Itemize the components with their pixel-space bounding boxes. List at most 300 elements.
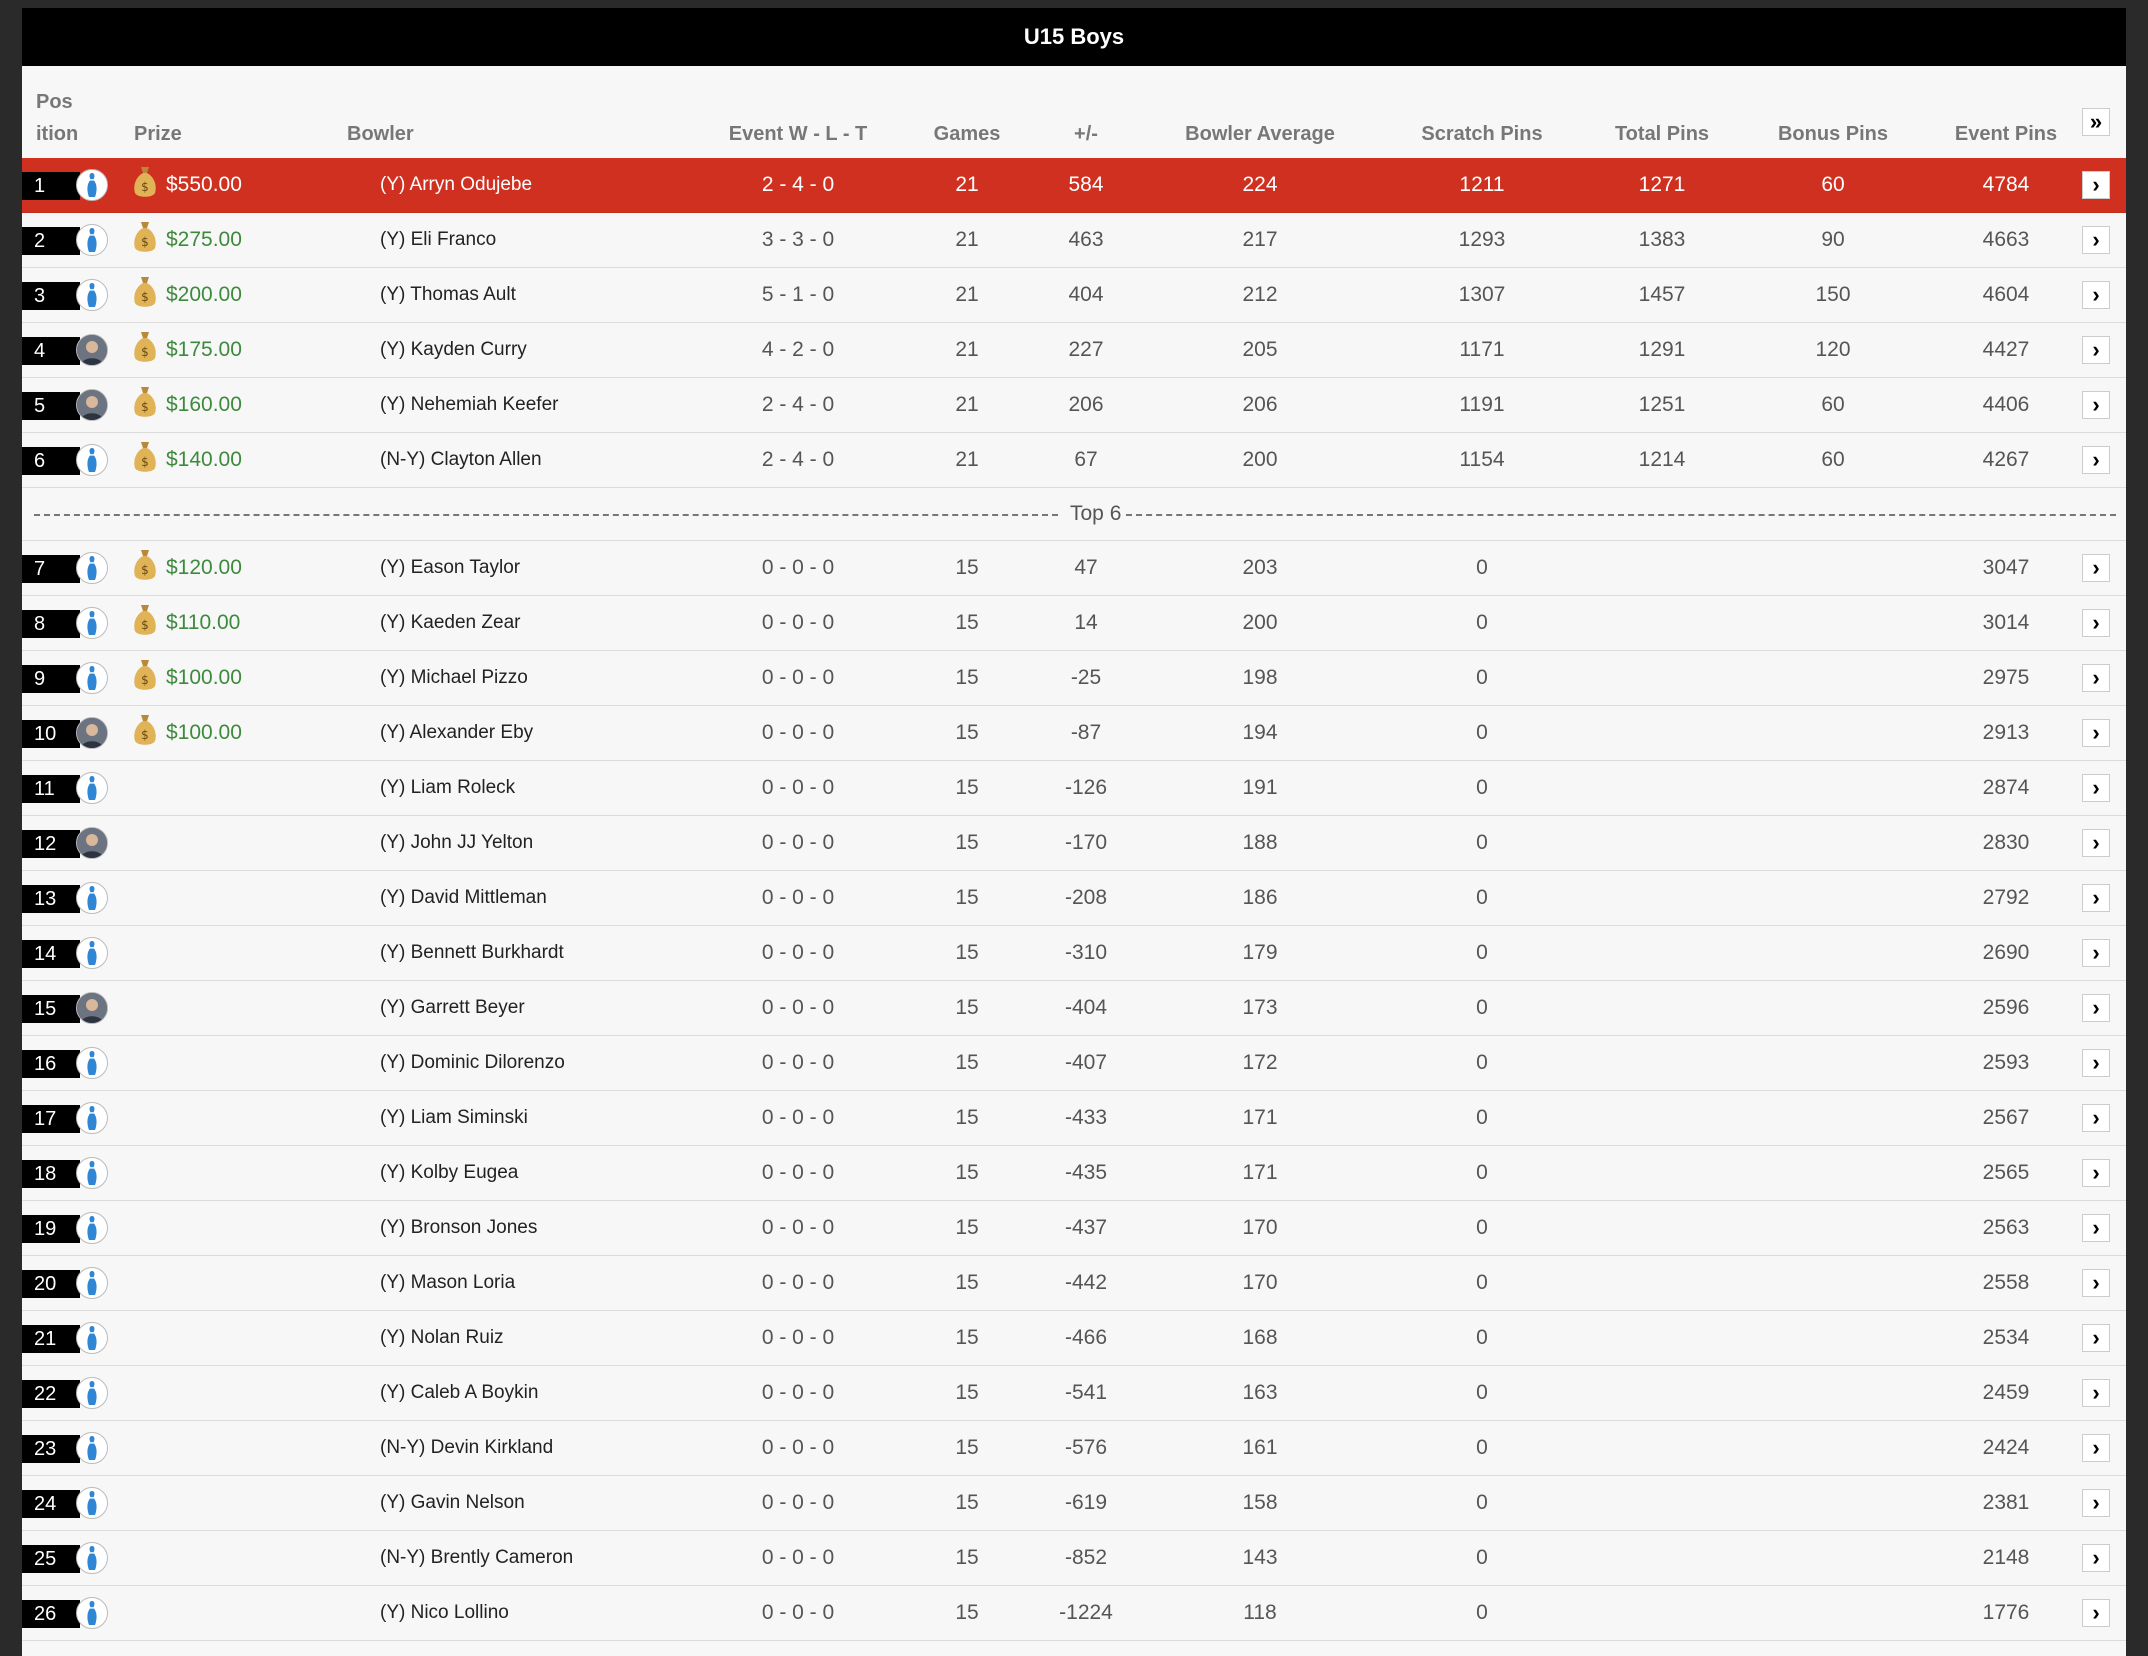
bowler-average: 203 xyxy=(1242,556,1278,579)
bowler-name[interactable]: (Y) John JJ Yelton xyxy=(380,832,534,853)
table-row[interactable] xyxy=(22,213,2126,268)
scratch-pins: 1307 xyxy=(1458,283,1506,306)
bowler-average: 143 xyxy=(1242,1546,1278,1569)
header-bonus-pins: Bonus Pins xyxy=(1777,123,1888,145)
plus-minus: -170 xyxy=(1064,831,1108,854)
event-record: 2 - 4 - 0 xyxy=(761,448,835,471)
total-pins xyxy=(1594,926,1730,980)
svg-text:$: $ xyxy=(141,563,149,577)
chevron-right-icon[interactable]: › xyxy=(2082,1434,2110,1462)
bowling-pin-icon xyxy=(76,1487,108,1519)
table-row[interactable] xyxy=(22,1586,2126,1641)
event-record: 0 - 0 - 0 xyxy=(761,1381,835,1404)
games: 15 xyxy=(955,611,979,634)
bowling-pin-icon xyxy=(76,444,108,476)
bowler-average: 173 xyxy=(1242,996,1278,1019)
event-pins: 4406 xyxy=(1982,393,2030,416)
money-bag-icon xyxy=(132,165,166,205)
total-pins: 1271 xyxy=(1638,173,1686,196)
plus-minus: -433 xyxy=(1064,1106,1108,1129)
bowler-name[interactable]: (Y) Gavin Nelson xyxy=(380,1492,525,1513)
bowler-name[interactable]: (Y) Dominic Dilorenzo xyxy=(380,1052,565,1073)
bonus-pins xyxy=(1730,1421,1936,1475)
plus-minus: -437 xyxy=(1064,1216,1108,1239)
chevron-right-icon[interactable]: › xyxy=(2082,1049,2110,1077)
bowler-name[interactable]: (Y) Mason Loria xyxy=(380,1272,516,1293)
position-badge: 2 xyxy=(22,227,80,255)
scratch-pins: 0 xyxy=(1476,996,1488,1019)
position-badge: 20 xyxy=(22,1270,80,1298)
bowling-pin-icon xyxy=(76,882,108,914)
chevron-right-icon[interactable]: › xyxy=(2082,1599,2110,1627)
table-row[interactable] xyxy=(22,1256,2126,1311)
scratch-pins: 0 xyxy=(1476,1546,1488,1569)
bonus-pins xyxy=(1730,926,1936,980)
games: 15 xyxy=(955,1491,979,1514)
bowling-pin-icon xyxy=(76,552,108,584)
plus-minus: -310 xyxy=(1064,941,1108,964)
bonus-pins: 150 xyxy=(1815,283,1851,306)
games: 21 xyxy=(955,393,979,416)
bowler-average: 171 xyxy=(1242,1161,1278,1184)
prize-cell xyxy=(132,651,242,705)
chevron-right-icon[interactable]: › xyxy=(2082,391,2110,419)
chevron-right-icon[interactable]: › xyxy=(2082,939,2110,967)
chevron-right-icon[interactable]: › xyxy=(2082,1159,2110,1187)
table-row[interactable] xyxy=(22,1476,2126,1531)
games: 15 xyxy=(955,1106,979,1129)
header-games: Games xyxy=(933,123,1001,145)
prize-amount: $110.00 xyxy=(166,611,241,634)
position-badge: 21 xyxy=(22,1325,80,1353)
bowling-pin-icon xyxy=(76,1157,108,1189)
bonus-pins: 60 xyxy=(1821,448,1845,471)
position-badge: 14 xyxy=(22,940,80,968)
event-pins: 1776 xyxy=(1982,1601,2030,1624)
event-pins: 2565 xyxy=(1982,1161,2030,1184)
bowler-name[interactable]: (Y) Bronson Jones xyxy=(380,1217,538,1238)
position-badge: 19 xyxy=(22,1215,80,1243)
event-pins: 2596 xyxy=(1982,996,2030,1019)
header-event-record: Event W - L - T xyxy=(728,123,868,145)
games: 15 xyxy=(955,1216,979,1239)
header-position: Pos ition xyxy=(36,91,79,145)
avatar xyxy=(76,717,108,749)
position-badge: 7 xyxy=(22,555,80,583)
event-record: 0 - 0 - 0 xyxy=(761,556,835,579)
header-total-pins: Total Pins xyxy=(1614,123,1710,145)
header-scratch-pins: Scratch Pins xyxy=(1421,123,1543,145)
bowler-average: 217 xyxy=(1242,228,1278,251)
prize-amount: $175.00 xyxy=(166,338,242,361)
games: 21 xyxy=(955,338,979,361)
games: 15 xyxy=(955,1326,979,1349)
prize-cell xyxy=(132,541,242,595)
position-badge: 18 xyxy=(22,1160,80,1188)
plus-minus: 227 xyxy=(1068,338,1104,361)
bowling-pin-icon xyxy=(76,169,108,201)
avatar xyxy=(76,992,108,1024)
bonus-pins xyxy=(1730,1531,1936,1585)
plus-minus: -1224 xyxy=(1059,1601,1113,1624)
event-pins: 4267 xyxy=(1982,448,2030,471)
bowling-pin-icon xyxy=(76,772,108,804)
divider-line xyxy=(34,514,1058,516)
bowler-name[interactable]: (Y) Caleb A Boykin xyxy=(380,1382,539,1403)
table-row[interactable] xyxy=(22,1146,2126,1201)
table-row[interactable] xyxy=(22,268,2126,323)
table-row[interactable] xyxy=(22,323,2126,378)
svg-text:$: $ xyxy=(141,455,149,469)
bonus-pins xyxy=(1730,981,1936,1035)
scratch-pins: 1171 xyxy=(1459,338,1505,361)
bonus-pins xyxy=(1730,1476,1936,1530)
scratch-pins: 1191 xyxy=(1459,393,1505,416)
bowler-average: 206 xyxy=(1242,393,1278,416)
table-row[interactable] xyxy=(22,1036,2126,1091)
bowler-name[interactable]: (Y) Michael Pizzo xyxy=(380,667,528,688)
position-badge: 25 xyxy=(22,1545,80,1573)
money-bag-icon xyxy=(132,385,166,425)
bonus-pins xyxy=(1730,1036,1936,1090)
event-pins: 2874 xyxy=(1982,776,2030,799)
bonus-pins: 60 xyxy=(1821,173,1845,196)
plus-minus: 584 xyxy=(1068,173,1104,196)
event-record: 0 - 0 - 0 xyxy=(761,1601,835,1624)
table-row[interactable] xyxy=(22,1421,2126,1476)
total-pins xyxy=(1594,871,1730,925)
bowling-pin-icon xyxy=(76,279,108,311)
scratch-pins: 0 xyxy=(1476,1601,1488,1624)
total-pins xyxy=(1594,1091,1730,1145)
total-pins: 1214 xyxy=(1638,448,1686,471)
svg-text:$: $ xyxy=(141,618,149,632)
plus-minus: -208 xyxy=(1064,886,1108,909)
chevron-right-icon[interactable]: › xyxy=(2082,994,2110,1022)
chevron-right-icon[interactable]: › xyxy=(2082,719,2110,747)
chevron-right-icon[interactable]: › xyxy=(2082,336,2110,364)
bonus-pins xyxy=(1730,596,1936,650)
svg-text:$: $ xyxy=(141,673,149,687)
bowling-pin-icon xyxy=(76,1102,108,1134)
top-cut-divider xyxy=(22,488,2126,541)
event-pins: 3047 xyxy=(1982,556,2030,579)
total-pins: 1383 xyxy=(1638,228,1686,251)
total-pins xyxy=(1594,1201,1730,1255)
event-record: 0 - 0 - 0 xyxy=(761,886,835,909)
chevron-right-icon[interactable]: › xyxy=(2082,1379,2110,1407)
table-row[interactable] xyxy=(22,926,2126,981)
svg-text:$: $ xyxy=(141,180,149,194)
prize-amount: $275.00 xyxy=(166,228,242,251)
table-row[interactable] xyxy=(22,981,2126,1036)
bowler-average: 224 xyxy=(1242,173,1278,196)
plus-minus: -126 xyxy=(1064,776,1108,799)
scratch-pins: 0 xyxy=(1476,1381,1488,1404)
scratch-pins: 1154 xyxy=(1459,448,1505,471)
position-badge: 12 xyxy=(22,830,80,858)
money-bag-icon xyxy=(132,603,166,643)
money-bag-icon xyxy=(132,330,166,370)
event-record: 0 - 0 - 0 xyxy=(761,1161,835,1184)
bowler-average: 171 xyxy=(1242,1106,1278,1129)
bowler-name[interactable]: (Y) Liam Roleck xyxy=(380,777,516,798)
table-row[interactable] xyxy=(22,1531,2126,1586)
table-row[interactable] xyxy=(22,1091,2126,1146)
bowler-name[interactable]: (Y) Bennett Burkhardt xyxy=(380,942,564,963)
bowling-pin-icon xyxy=(76,1377,108,1409)
table-row[interactable] xyxy=(22,1311,2126,1366)
bonus-pins: 90 xyxy=(1821,228,1845,251)
plus-minus: -435 xyxy=(1064,1161,1108,1184)
table-row[interactable] xyxy=(22,816,2126,871)
bowler-name[interactable]: (Y) Nico Lollino xyxy=(380,1602,509,1623)
bonus-pins xyxy=(1730,871,1936,925)
header-bowler-average: Bowler Average xyxy=(1185,123,1335,145)
chevron-right-icon[interactable]: › xyxy=(2082,1489,2110,1517)
bowler-average: 163 xyxy=(1242,1381,1278,1404)
bowler-average: 200 xyxy=(1242,448,1278,471)
bowling-pin-icon xyxy=(76,1267,108,1299)
bowler-average: 188 xyxy=(1242,831,1278,854)
position-badge: 22 xyxy=(22,1380,80,1408)
total-pins xyxy=(1594,1421,1730,1475)
event-pins: 2148 xyxy=(1982,1546,2030,1569)
bowler-average: 172 xyxy=(1242,1051,1278,1074)
games: 15 xyxy=(955,1601,979,1624)
event-pins: 2534 xyxy=(1982,1326,2030,1349)
prize-cell xyxy=(132,213,242,267)
bowler-name[interactable]: (Y) Nolan Ruiz xyxy=(380,1327,504,1348)
total-pins xyxy=(1594,1256,1730,1310)
event-record: 4 - 2 - 0 xyxy=(761,338,835,361)
chevron-right-icon[interactable]: › xyxy=(2082,446,2110,474)
plus-minus: 206 xyxy=(1068,393,1104,416)
bowler-name[interactable]: (Y) Eli Franco xyxy=(380,229,497,250)
games: 15 xyxy=(955,831,979,854)
total-pins: 1457 xyxy=(1638,283,1686,306)
event-pins: 2690 xyxy=(1982,941,2030,964)
table-row[interactable] xyxy=(22,433,2126,488)
event-pins: 2792 xyxy=(1982,886,2030,909)
bowler-name[interactable]: (Y) Nehemiah Keefer xyxy=(380,394,559,415)
prize-cell xyxy=(132,378,242,432)
table-row[interactable] xyxy=(22,1366,2126,1421)
chevron-right-icon[interactable]: › xyxy=(2082,884,2110,912)
prize-amount: $120.00 xyxy=(166,556,242,579)
event-record: 2 - 4 - 0 xyxy=(761,393,835,416)
bowler-average: 161 xyxy=(1242,1436,1278,1459)
bowler-name[interactable]: (Y) Kayden Curry xyxy=(380,339,527,360)
total-pins: 1291 xyxy=(1638,338,1686,361)
table-row[interactable] xyxy=(22,1201,2126,1256)
bonus-pins xyxy=(1730,1311,1936,1365)
games: 15 xyxy=(955,886,979,909)
money-bag-icon xyxy=(132,548,166,588)
position-badge: 8 xyxy=(22,610,80,638)
table-header xyxy=(22,66,2126,159)
position-badge: 26 xyxy=(22,1600,80,1628)
table-row[interactable] xyxy=(22,871,2126,926)
plus-minus: -87 xyxy=(1070,721,1102,744)
event-record: 0 - 0 - 0 xyxy=(761,996,835,1019)
bowler-average: 179 xyxy=(1242,941,1278,964)
total-pins xyxy=(1594,596,1730,650)
scratch-pins: 1293 xyxy=(1458,228,1506,251)
bowler-name[interactable]: (Y) Kolby Eugea xyxy=(380,1162,519,1183)
chevron-right-icon[interactable]: › xyxy=(2082,1214,2110,1242)
position-badge: 10 xyxy=(22,720,80,748)
event-record: 0 - 0 - 0 xyxy=(761,1436,835,1459)
plus-minus: -541 xyxy=(1064,1381,1108,1404)
scratch-pins: 0 xyxy=(1476,1161,1488,1184)
header-plus-minus: +/- xyxy=(1074,123,1098,145)
plus-minus: -576 xyxy=(1064,1436,1108,1459)
event-record: 0 - 0 - 0 xyxy=(761,1271,835,1294)
scratch-pins: 0 xyxy=(1476,1106,1488,1129)
avatar xyxy=(76,827,108,859)
prize-cell xyxy=(132,323,242,377)
table-row[interactable] xyxy=(22,378,2126,433)
total-pins xyxy=(1594,981,1730,1035)
chevron-right-icon[interactable]: › xyxy=(2082,1324,2110,1352)
bowler-name[interactable]: (N-Y) Devin Kirkland xyxy=(380,1437,554,1458)
bonus-pins xyxy=(1730,706,1936,760)
event-pins: 4604 xyxy=(1982,283,2030,306)
games: 15 xyxy=(955,556,979,579)
bowling-pin-icon xyxy=(76,607,108,639)
bowler-average: 170 xyxy=(1242,1216,1278,1239)
table-row[interactable] xyxy=(22,596,2126,651)
event-record: 0 - 0 - 0 xyxy=(761,611,835,634)
bowling-pin-icon xyxy=(76,937,108,969)
header-bowler: Bowler xyxy=(347,123,414,145)
games: 15 xyxy=(955,996,979,1019)
event-record: 0 - 0 - 0 xyxy=(761,1106,835,1129)
bowler-average: 194 xyxy=(1242,721,1278,744)
chevron-right-icon[interactable]: › xyxy=(2082,609,2110,637)
scratch-pins: 0 xyxy=(1476,886,1488,909)
chevron-right-icon[interactable]: › xyxy=(2082,281,2110,309)
event-pins: 2558 xyxy=(1982,1271,2030,1294)
bowler-name[interactable]: (Y) Alexander Eby xyxy=(380,722,534,743)
event-pins: 2567 xyxy=(1982,1106,2030,1129)
event-record: 0 - 0 - 0 xyxy=(761,721,835,744)
scratch-pins: 0 xyxy=(1476,1491,1488,1514)
standings-rows xyxy=(22,158,2126,1641)
games: 21 xyxy=(955,448,979,471)
scratch-pins: 0 xyxy=(1476,941,1488,964)
bowler-name[interactable]: (Y) Thomas Ault xyxy=(380,284,516,305)
total-pins xyxy=(1594,1531,1730,1585)
bowler-average: 191 xyxy=(1242,776,1278,799)
event-record: 0 - 0 - 0 xyxy=(761,1326,835,1349)
chevron-right-icon[interactable]: › xyxy=(2082,774,2110,802)
chevron-right-icon[interactable]: › xyxy=(2082,664,2110,692)
plus-minus: -407 xyxy=(1064,1051,1108,1074)
event-pins: 4663 xyxy=(1982,228,2030,251)
position-badge: 1 xyxy=(22,172,80,200)
standings-panel xyxy=(22,8,2126,1656)
plus-minus: -619 xyxy=(1064,1491,1108,1514)
bonus-pins xyxy=(1730,1256,1936,1310)
svg-text:$: $ xyxy=(141,235,149,249)
bowler-average: 205 xyxy=(1242,338,1278,361)
event-record: 2 - 4 - 0 xyxy=(761,173,835,196)
scratch-pins: 0 xyxy=(1476,1326,1488,1349)
scratch-pins: 0 xyxy=(1476,611,1488,634)
bowler-name[interactable]: (Y) Eason Taylor xyxy=(380,557,521,578)
position-badge: 23 xyxy=(22,1435,80,1463)
bowler-name[interactable]: (Y) Kaeden Zear xyxy=(380,612,521,633)
scratch-pins: 0 xyxy=(1476,666,1488,689)
chevron-right-icon[interactable]: › xyxy=(2082,554,2110,582)
scratch-pins: 0 xyxy=(1476,831,1488,854)
prize-amount: $160.00 xyxy=(166,393,242,416)
bowling-pin-icon xyxy=(76,1212,108,1244)
table-row[interactable] xyxy=(22,541,2126,596)
plus-minus: -442 xyxy=(1064,1271,1108,1294)
chevron-right-icon[interactable]: › xyxy=(2082,829,2110,857)
double-chevron-right-icon[interactable]: » xyxy=(2082,108,2110,136)
bonus-pins xyxy=(1730,761,1936,815)
event-record: 0 - 0 - 0 xyxy=(761,1051,835,1074)
event-record: 3 - 3 - 0 xyxy=(761,228,835,251)
bonus-pins xyxy=(1730,1586,1936,1640)
plus-minus: 67 xyxy=(1074,448,1098,471)
chevron-right-icon[interactable]: › xyxy=(2082,1544,2110,1572)
bowler-average: 170 xyxy=(1242,1271,1278,1294)
position-badge: 16 xyxy=(22,1050,80,1078)
avatar xyxy=(76,389,108,421)
scratch-pins: 0 xyxy=(1476,1436,1488,1459)
chevron-right-icon[interactable]: › xyxy=(2082,226,2110,254)
bowler-name[interactable]: (N-Y) Clayton Allen xyxy=(380,449,542,470)
bonus-pins xyxy=(1730,1091,1936,1145)
bonus-pins xyxy=(1730,816,1936,870)
event-pins: 2830 xyxy=(1982,831,2030,854)
table-row[interactable] xyxy=(22,651,2126,706)
bowler-name[interactable]: (Y) David Mittleman xyxy=(380,887,547,908)
event-pins: 2563 xyxy=(1982,1216,2030,1239)
scratch-pins: 1211 xyxy=(1459,173,1505,196)
games: 15 xyxy=(955,776,979,799)
money-bag-icon xyxy=(132,220,166,260)
svg-text:$: $ xyxy=(141,400,149,414)
chevron-right-icon[interactable]: › xyxy=(2082,1269,2110,1297)
table-row[interactable] xyxy=(22,761,2126,816)
table-row[interactable] xyxy=(22,706,2126,761)
chevron-right-icon[interactable]: › xyxy=(2082,1104,2110,1132)
event-record: 0 - 0 - 0 xyxy=(761,1546,835,1569)
table-row[interactable] xyxy=(22,158,2126,213)
bowler-name[interactable]: (Y) Arryn Odujebe xyxy=(380,174,533,195)
prize-amount: $200.00 xyxy=(166,283,242,306)
position-badge: 11 xyxy=(22,775,80,803)
scratch-pins: 0 xyxy=(1476,776,1488,799)
bonus-pins: 120 xyxy=(1815,338,1851,361)
divider-label: Top 6 xyxy=(1070,502,1122,525)
total-pins xyxy=(1594,1586,1730,1640)
bowler-name[interactable]: (Y) Garrett Beyer xyxy=(380,997,525,1018)
bowler-name[interactable]: (N-Y) Brently Cameron xyxy=(380,1547,574,1568)
scratch-pins: 0 xyxy=(1476,556,1488,579)
total-pins xyxy=(1594,761,1730,815)
bowling-pin-icon xyxy=(76,1047,108,1079)
event-pins: 3014 xyxy=(1982,611,2030,634)
chevron-right-icon[interactable]: › xyxy=(2082,171,2110,199)
bowler-name[interactable]: (Y) Liam Siminski xyxy=(380,1107,528,1128)
